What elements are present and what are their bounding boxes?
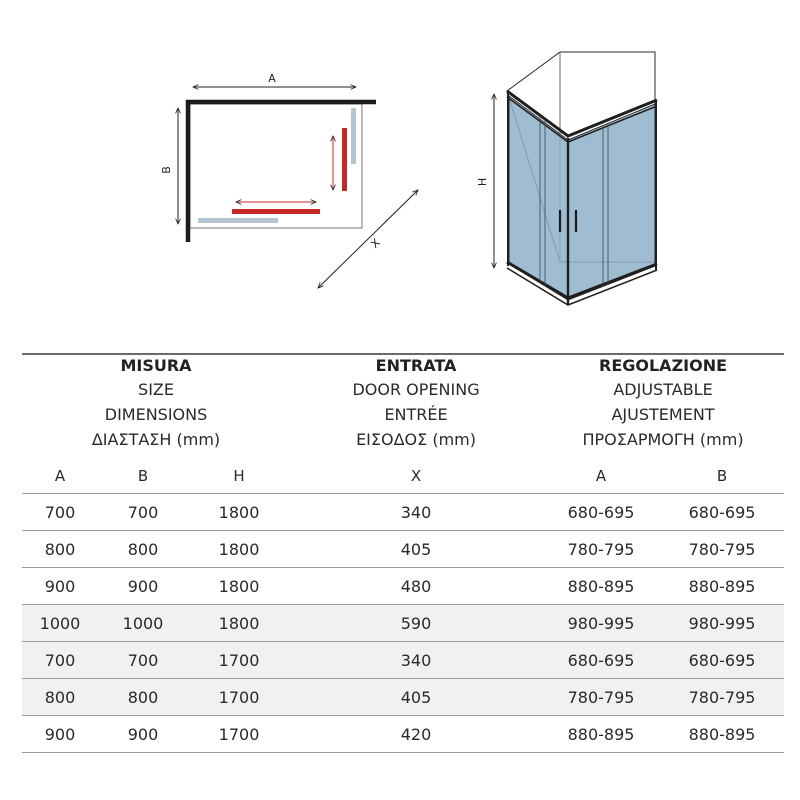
group-size: MISURA SIZE DIMENSIONS ΔΙΑΣΤΑΣΗ (mm) — [22, 354, 290, 459]
cell-a: 900 — [22, 716, 98, 753]
enclosure-3d-view — [476, 52, 657, 305]
cell-b: 700 — [98, 494, 188, 531]
table-row — [22, 494, 784, 531]
cell-x: 480 — [290, 568, 542, 605]
cell-a: 800 — [22, 531, 98, 568]
cell-adjust-a: 980-995 — [542, 605, 660, 642]
table-row — [22, 568, 784, 605]
cell-adjust-b: 680-695 — [660, 642, 784, 679]
cell-h: 1800 — [188, 605, 290, 642]
cell-b: 800 — [98, 679, 188, 716]
table-row — [22, 531, 784, 568]
plan-fixed-glass-right — [351, 108, 356, 164]
table-row — [22, 716, 784, 753]
plan-fixed-glass-bottom — [198, 218, 278, 223]
cell-b: 700 — [98, 642, 188, 679]
cell-a: 700 — [22, 642, 98, 679]
group-header-row — [22, 354, 784, 459]
cell-x: 340 — [290, 494, 542, 531]
cell-adjust-a: 780-795 — [542, 531, 660, 568]
cell-b: 900 — [98, 716, 188, 753]
table-row — [22, 605, 784, 642]
cell-adjust-a: 780-795 — [542, 679, 660, 716]
column-header-b: B — [98, 459, 188, 494]
table-row — [22, 679, 784, 716]
dimension-h-label: H — [476, 177, 489, 187]
column-header-a: A — [22, 459, 98, 494]
cell-adjust-b: 880-895 — [660, 568, 784, 605]
cell-adjust-a: 880-895 — [542, 568, 660, 605]
cell-b: 900 — [98, 568, 188, 605]
shower-diagram — [0, 0, 800, 340]
dimension-x-line — [318, 190, 418, 288]
dimension-a-label: A — [268, 72, 276, 85]
dimension-b-label: B — [160, 166, 173, 174]
cell-x: 420 — [290, 716, 542, 753]
size-specification-table — [22, 353, 784, 753]
column-header-adjust-a: A — [542, 459, 660, 494]
cell-a: 800 — [22, 679, 98, 716]
cell-adjust-b: 780-795 — [660, 679, 784, 716]
cell-h: 1700 — [188, 716, 290, 753]
cell-adjust-a: 680-695 — [542, 494, 660, 531]
cell-adjust-b: 680-695 — [660, 494, 784, 531]
plan-door-bottom — [232, 209, 320, 214]
cell-adjust-b: 980-995 — [660, 605, 784, 642]
cell-b: 800 — [98, 531, 188, 568]
cell-x: 405 — [290, 679, 542, 716]
cell-x: 590 — [290, 605, 542, 642]
cell-a: 1000 — [22, 605, 98, 642]
cell-a: 700 — [22, 494, 98, 531]
plan-door-right — [342, 128, 347, 191]
cell-h: 1700 — [188, 679, 290, 716]
cell-h: 1700 — [188, 642, 290, 679]
cell-h: 1800 — [188, 494, 290, 531]
table-row — [22, 642, 784, 679]
column-header-row — [22, 459, 784, 494]
group-door-opening: ENTRATA DOOR OPENING ENTRÉE ΕΙΣΟΔΟΣ (mm) — [290, 354, 542, 459]
cell-adjust-b: 780-795 — [660, 531, 784, 568]
cell-h: 1800 — [188, 568, 290, 605]
cell-b: 1000 — [98, 605, 188, 642]
cell-adjust-a: 680-695 — [542, 642, 660, 679]
cell-adjust-b: 880-895 — [660, 716, 784, 753]
dimension-x-label: X — [368, 236, 383, 251]
cell-x: 405 — [290, 531, 542, 568]
cell-x: 340 — [290, 642, 542, 679]
column-header-x: X — [290, 459, 542, 494]
column-header-h: H — [188, 459, 290, 494]
column-header-adjust-b: B — [660, 459, 784, 494]
cell-adjust-a: 880-895 — [542, 716, 660, 753]
cell-a: 900 — [22, 568, 98, 605]
cell-h: 1800 — [188, 531, 290, 568]
group-adjustable: REGOLAZIONE ADJUSTABLE AJUSTEMENT ΠΡΟΣΑΡΜΟΓΗ (mm) — [542, 354, 784, 459]
plan-view — [160, 72, 418, 288]
